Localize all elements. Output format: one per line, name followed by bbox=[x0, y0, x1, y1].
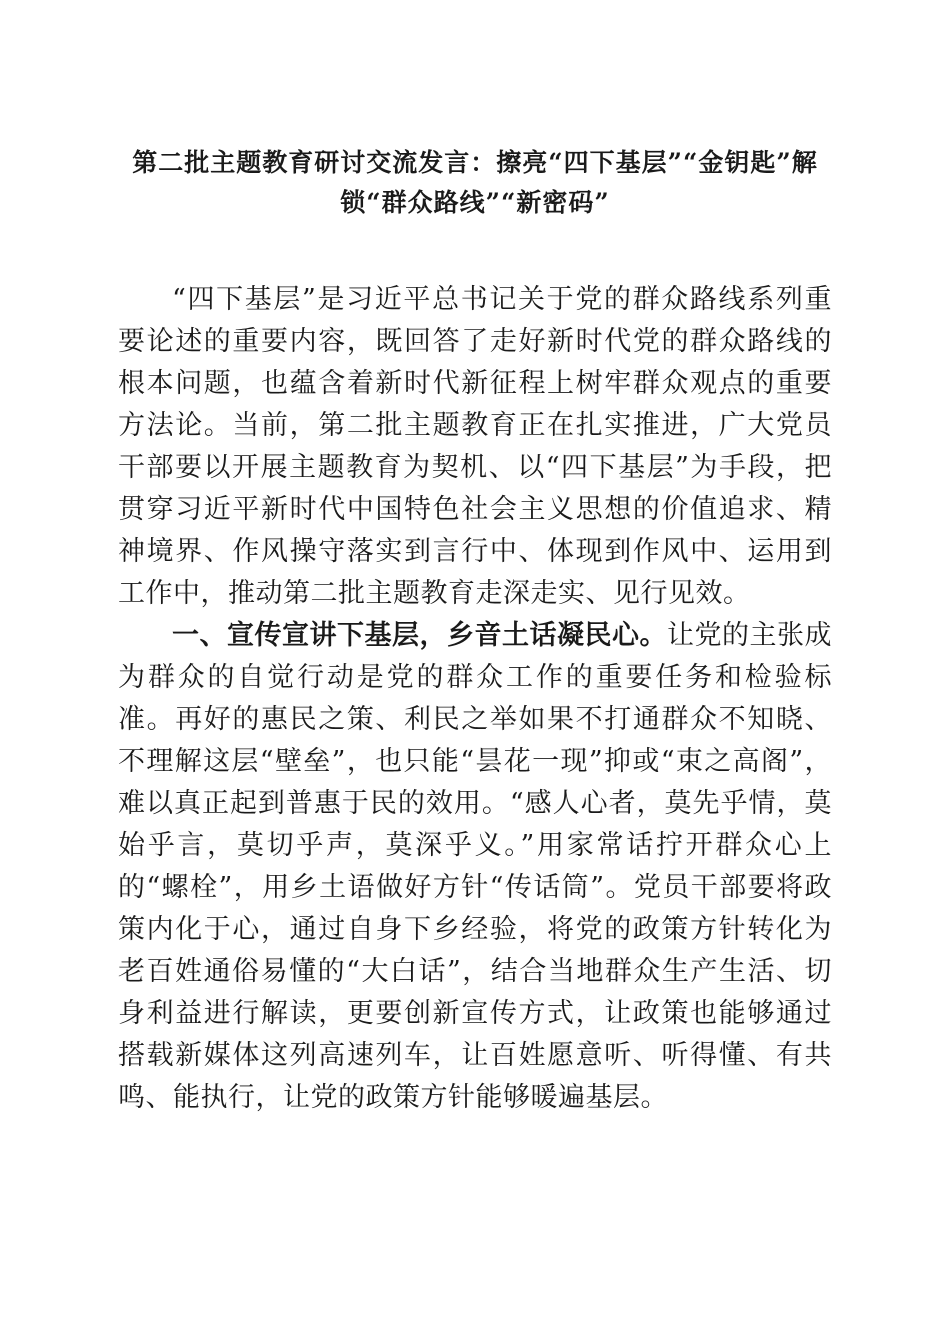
intro-paragraph bbox=[118, 279, 832, 615]
paragraph-text: 让党的主张成为群众的自觉行动是党的群众工作的重要任务和检验标准。再好的惠民之策、利民之举如果不打通群众不知晓、不理解这层“壁垒”，也只能“昙花一现”抑或“束之高阁”，难以真正起到普惠于民的效用。“感人心者，莫先乎情，莫始乎言，莫切乎声，莫深乎义。”用家常话拧开群众心上的“螺栓”，用乡土语做好方针“传话筒”。党员干部要将政策内化于心，通过自身下乡经验，将党的政策方针转化为老百姓通俗易懂的“大白话”，结合当地群众生产生活、切身利益进行解读，更要创新宣传方式，让政策也能够通过搭载新媒体这列高速列车，让百姓愿意听、听得懂、有共鸣、能执行，让党的政策方针能够暖遍基层。 bbox=[118, 620, 832, 1113]
document-title: 第二批主题教育研讨交流发言：擦亮“四下基层”“金钥匙”解锁“群众路线”“新密码” bbox=[132, 148, 818, 217]
paragraph-text: “四下基层”是习近平总书记关于党的群众路线系列重要论述的重要内容，既回答了走好新时代党的群众路线的根本问题，也蕴含着新时代新征程上树牢群众观点的重要方法论。当前，第二批主题教育正在扎实推进，广大党员干部要以开展主题教育为契机、以“四下基层”为手段，把贯穿习近平新时代中国特色社会主义思想的价值追求、精神境界、作风操守落实到言行中、体现到作风中、运用到工作中，推动第二批主题教育走深走实、见行见效。 bbox=[118, 284, 832, 609]
section-one-paragraph bbox=[118, 615, 832, 1119]
document-body bbox=[118, 279, 832, 1119]
section-heading: 一、宣传宣讲下基层，乡音土话凝民心。 bbox=[172, 620, 667, 651]
